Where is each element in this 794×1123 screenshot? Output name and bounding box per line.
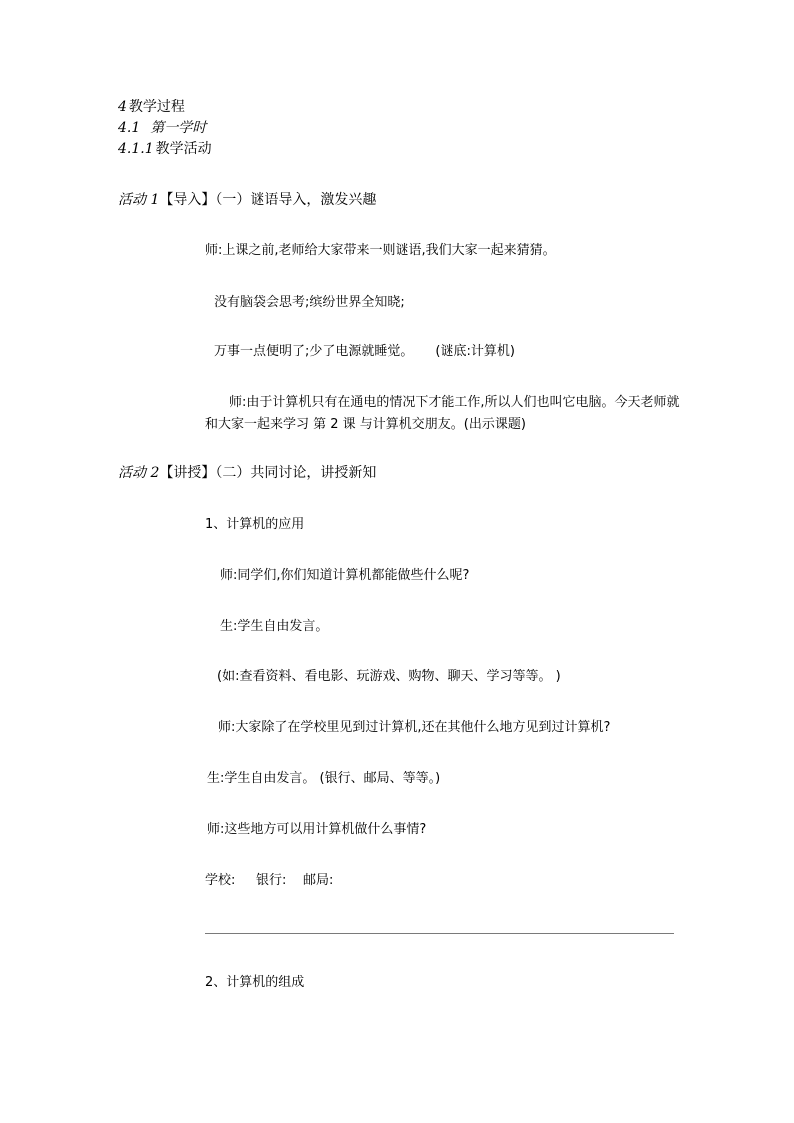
- heading-section-4-1-1: [118, 140, 212, 158]
- riddle-line-2-text: 万事一点便明了;少了电源就睡觉。: [214, 344, 414, 359]
- activity-1-heading: [118, 191, 376, 209]
- heading-section-4-1-1-title: 教学活动: [155, 141, 212, 157]
- horizontal-divider: [205, 933, 674, 934]
- activity-2-title: 【讲授】（二）共同讨论，讲授新知: [159, 465, 377, 481]
- student-answer-1: 生:学生自由发言。: [220, 619, 329, 634]
- student-answer-2: 生:学生自由发言。 (银行、邮局、等等。): [207, 771, 441, 786]
- student-answer-1-example: (如:查看资料、看电影、玩游戏、购物、聊天、学习等等。 ): [217, 669, 561, 684]
- heading-section-4-1: [118, 119, 206, 137]
- heading-section-4-number: 4: [118, 99, 127, 115]
- riddle-answer: (谜底:计算机): [435, 344, 515, 359]
- activity-1-teacher-explanation: 师:由于计算机只有在通电的情况下才能工作,所以人们也叫它电脑。今天老师就和大家一起来学习 第 2 课 与计算机交朋友。(出示课题): [205, 395, 680, 432]
- teacher-question-3: 师:这些地方可以用计算机做什么事情?: [207, 822, 427, 837]
- heading-section-4: [118, 98, 185, 116]
- activity-2-heading: [118, 464, 376, 482]
- riddle-line-2: [214, 343, 515, 361]
- subsection-computer-components: 2、计算机的组成: [205, 975, 305, 990]
- riddle-line-1: 没有脑袋会思考;缤纷世界全知晓;: [214, 295, 405, 310]
- heading-section-4-1-1-number: 4.1.1: [118, 141, 154, 157]
- teacher-question-1: 师:同学们,你们知道计算机都能做些什么呢?: [220, 568, 470, 583]
- teacher-question-2: 师:大家除了在学校里见到过计算机,还在其他什么地方见到过计算机?: [218, 720, 611, 735]
- activity-2-label: 活动 2: [118, 465, 160, 481]
- heading-section-4-1-title: 第一学时: [150, 120, 207, 136]
- heading-section-4-1-number: 4.1: [118, 120, 141, 136]
- places-list: 学校: 银行: 邮局:: [205, 873, 334, 888]
- activity-1-title: 【导入】（一）谜语导入，激发兴趣: [159, 192, 377, 208]
- activity-1-teacher-intro: 师:上课之前,老师给大家带来一则谜语,我们大家一起来猜猜。: [205, 243, 556, 258]
- heading-section-4-title: 教学过程: [128, 99, 185, 115]
- activity-1-label: 活动 1: [118, 192, 160, 208]
- subsection-computer-applications: 1、计算机的应用: [205, 517, 305, 532]
